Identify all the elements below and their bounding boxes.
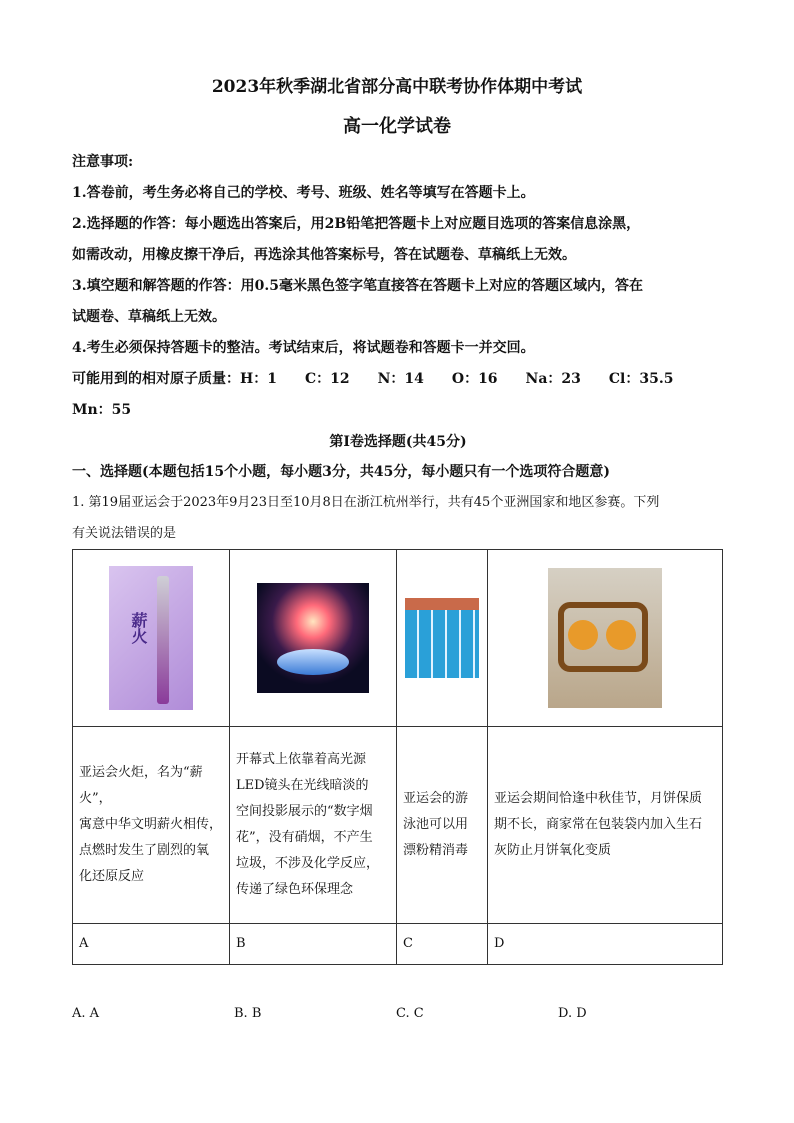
question-1-stem: 1. 第19届亚运会于2023年9月23日至10月8日在浙江杭州举行，共有45个亚洲国家和地区参赛。下列 [72,495,660,510]
image-cell-a [73,550,230,727]
swimming-pool-image [405,598,479,678]
note-line-1: 1.答卷前，考生务必将自己的学校、考号、班级、姓名等填写在答题卡上。 [72,185,535,201]
image-cell-c [397,550,488,727]
torch-glyph: 薪火 [129,612,148,644]
statement-c: 亚运会的游 泳池可以用 漂粉精消毒 [397,727,488,924]
statement-b: 开幕式上依靠着高光源 LED镜头在光线暗淡的 空间投影展示的“数字烟 花”，没有硝烟，不产生 垃圾，不涉及化学反应， 传递了绿色环保理念 [230,727,397,924]
mooncake-image [548,568,662,708]
label-c: C [397,924,488,965]
atomic-mass-line-2: Mn：55 [72,402,132,418]
option-c[interactable]: C. C [396,1006,424,1021]
statement-a: 亚运会火炬，名为“薪火”， 寓意中华文明薪火相传， 点燃时发生了剧烈的氧 化还原反应 [73,727,230,924]
label-d: D [488,924,723,965]
note-line-5: 试题卷、草稿纸上无效。 [72,309,226,325]
note-line-3: 如需改动，用橡皮擦干净后，再选涂其他答案标号，答在试题卷、草稿纸上无效。 [72,247,576,263]
note-line-6: 4.考生必须保持答题卡的整洁。考试结束后，将试题卷和答题卡一并交回。 [72,340,535,356]
atomic-mass-line-1: 可能用到的相对原子质量：H：1 C：12 N：14 O：16 Na：23 Cl：35.5 [72,371,674,387]
option-d[interactable]: D. D [558,1006,587,1021]
label-a: A [73,924,230,965]
exam-title: 2023年秋季湖北省部分高中联考协作体期中考试 [211,77,583,97]
option-b[interactable]: B. B [234,1006,262,1021]
option-a[interactable]: A. A [72,1006,100,1021]
image-cell-b [230,550,397,727]
image-cell-d [488,550,723,727]
notes-heading: 注意事项: [72,154,134,170]
fireworks-image [257,583,369,693]
question-1-table [72,549,723,965]
section-instruction: 一、选择题(本题包括15个小题，每小题3分，共45分，每小题只有一个选项符合题意) [72,464,610,480]
note-line-4: 3.填空题和解答题的作答：用0.5毫米黑色签字笔直接答在答题卡上对应的答题区域内，答在 [72,278,643,294]
exam-subtitle: 高一化学试卷 [343,116,451,137]
statement-d: 亚运会期间恰逢中秋佳节，月饼保质 期不长，商家常在包装袋内加入生石 灰防止月饼氧化变质 [488,727,723,924]
section-title: 第Ⅰ卷选择题(共45分) [329,434,467,450]
note-line-2: 2.选择题的作答：每小题选出答案后，用2B铅笔把答题卡上对应题目选项的答案信息涂黑， [72,216,641,232]
question-1-stem-2: 有关说法错误的是 [72,526,177,541]
label-b: B [230,924,397,965]
torch-image [109,566,193,710]
